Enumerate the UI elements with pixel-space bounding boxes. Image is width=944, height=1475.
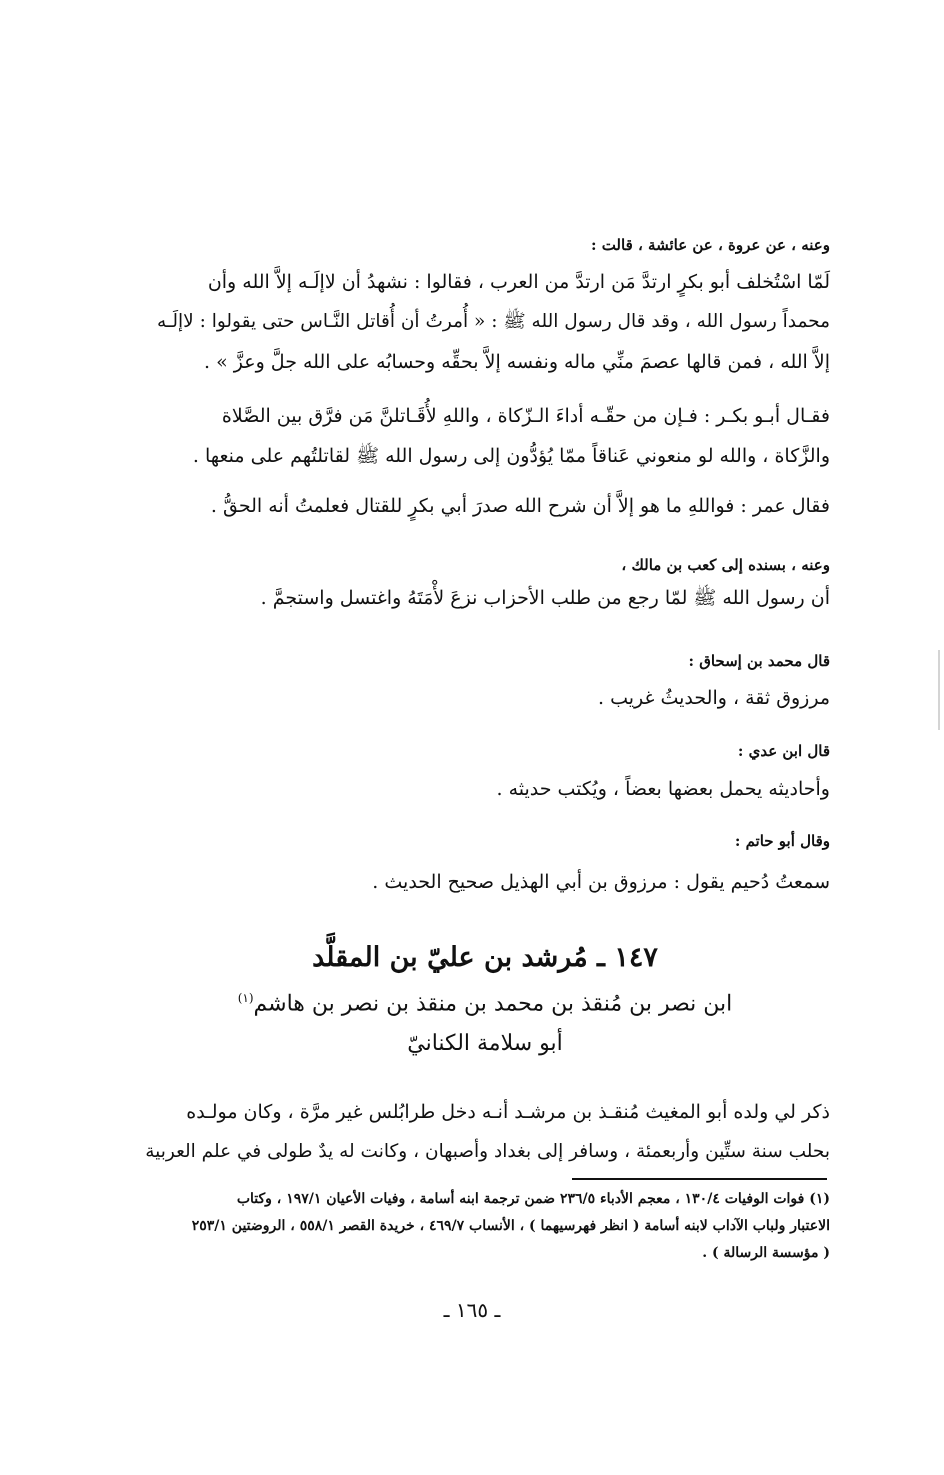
scan-margin-mark [938,650,940,730]
page-number: ـ ١٦٥ ـ [443,1298,501,1322]
isnad-intro-text: وعنه ، عن عروة ، عن عائشة ، قالت : [590,236,830,254]
isnad-intro-text: قال ابن عدي : [737,742,830,760]
paragraph-line: فقـال أبـو بكـر : فـإن من حقّـه أداءَ الـزّكاة ، واللهِ لأُقَـاتلنَّ مَن فرَّق بين الصَّلاة [221,405,830,427]
paragraph-line: فقال عمر : فواللهِ ما هو إلاَّ أن شرح الله صدرَ أبي بكرٍ للقتال فعلمتُ أنه الحقُّ . [210,495,830,517]
ishaq-statement [140,682,830,714]
hatim-statement [140,866,830,898]
paragraph-line: وأحاديثه يحمل بعضها بعضاً ، ويُكتب حديثه . [496,778,830,800]
hadith-kaab-paragraph [140,582,830,614]
paragraph-line: ذكر لي ولده أبو المغيث مُنقـذ بن مرشـد أنـه دخل طرابُلس غير مرَّة ، وكان مولـده [186,1101,830,1123]
isnad-intro-text: وعنه ، بسنده إلى كعب بن مالك ، [621,556,830,574]
biography-paragraph [140,1092,830,1172]
entry-lineage [140,980,830,1022]
isnad-intro-ishaq [140,650,830,672]
isnad-intro-text: قال محمد بن إسحاق : [688,652,830,670]
isnad-intro-kaab [140,554,830,576]
footnote-line: (١) فوات الوفيات ١٣٠/٤ ، معجم الأدباء ٢٣٦/٥ ضمن ترجمة ابنه أسامة ، وفيات الأعيان ١٩٧/١ ، وكتاب [236,1191,830,1207]
isnad-intro-aisha [140,234,830,256]
paragraph-line: أن رسول الله ﷺ لمّا رجع من طلب الأحزاب نزعَ لأْمَتَهُ واغتسل واستجمَّ . [260,587,830,609]
isnad-intro-hatim [140,830,830,852]
hadith-aisha-paragraph [140,262,830,382]
adi-statement [140,773,830,805]
abubakr-paragraph [140,396,830,476]
isnad-intro-text: وقال أبو حاتم : [734,832,830,850]
entry-title: ١٤٧ ـ مُرشد بن عليّ بن المقلَّد [312,942,658,973]
paragraph-line: بحلب سنة ستِّين وأربعمئة ، وسافر إلى بغداد وأصبهان ، وكانت له يدٌ طولى في علم العربية [145,1141,830,1162]
entry-lineage-text: ابن نصر بن مُنقذ بن محمد بن منقذ بن نصر بن هاشم [253,991,733,1017]
footnote-marker: (١) [237,991,254,1005]
paragraph-line: محمداً رسول الله ، وقد قال رسول الله ﷺ : « أُمرتُ أن أُقاتل النَّـاس حتى يقولوا : لاإلَـه [157,311,830,332]
footnotes [140,1186,830,1267]
paragraph-line: إلاَّ الله ، فمن قالها عصمَ منِّي ماله ونفسه إلاَّ بحقِّه وحسابُه على الله جلَّ وعزَّ » . [204,351,830,373]
paragraph-line: مرزوق ثقة ، والحديثُ غريب . [598,687,830,709]
umar-paragraph [140,490,830,522]
isnad-intro-adi [140,740,830,762]
paragraph-line: لَمّا اسْتُخلف أبو بكرٍ ارتدَّ مَن ارتدَّ من العرب ، فقالوا : نشهدُ أن لاإلَـه إلاَّ الله وأن [207,271,830,293]
footnote-line: ( مؤسسة الرسالة ) . [702,1245,830,1261]
paragraph-line: والزَّكاة ، والله لو منعوني عَناقاً ممّا يُؤدُّون إلى رسول الله ﷺ لقاتلتُهم على منعها . [192,445,830,467]
entry-kunya: أبو سلامة الكنانيّ [407,1031,563,1056]
footnote-divider [572,1178,827,1180]
footnote-line: الاعتبار ولباب الآداب لابنه أسامة ( انظر فهرسيهما ) ، الأنساب ٤٦٩/٧ ، خريدة القصر ٥٥٨/١ ، الروضتين ٢٥٣/١ [191,1218,830,1234]
paragraph-line: سمعتُ دُحيم يقول : مرزوق بن أبي الهذيل صحيح الحديث . [372,871,830,893]
